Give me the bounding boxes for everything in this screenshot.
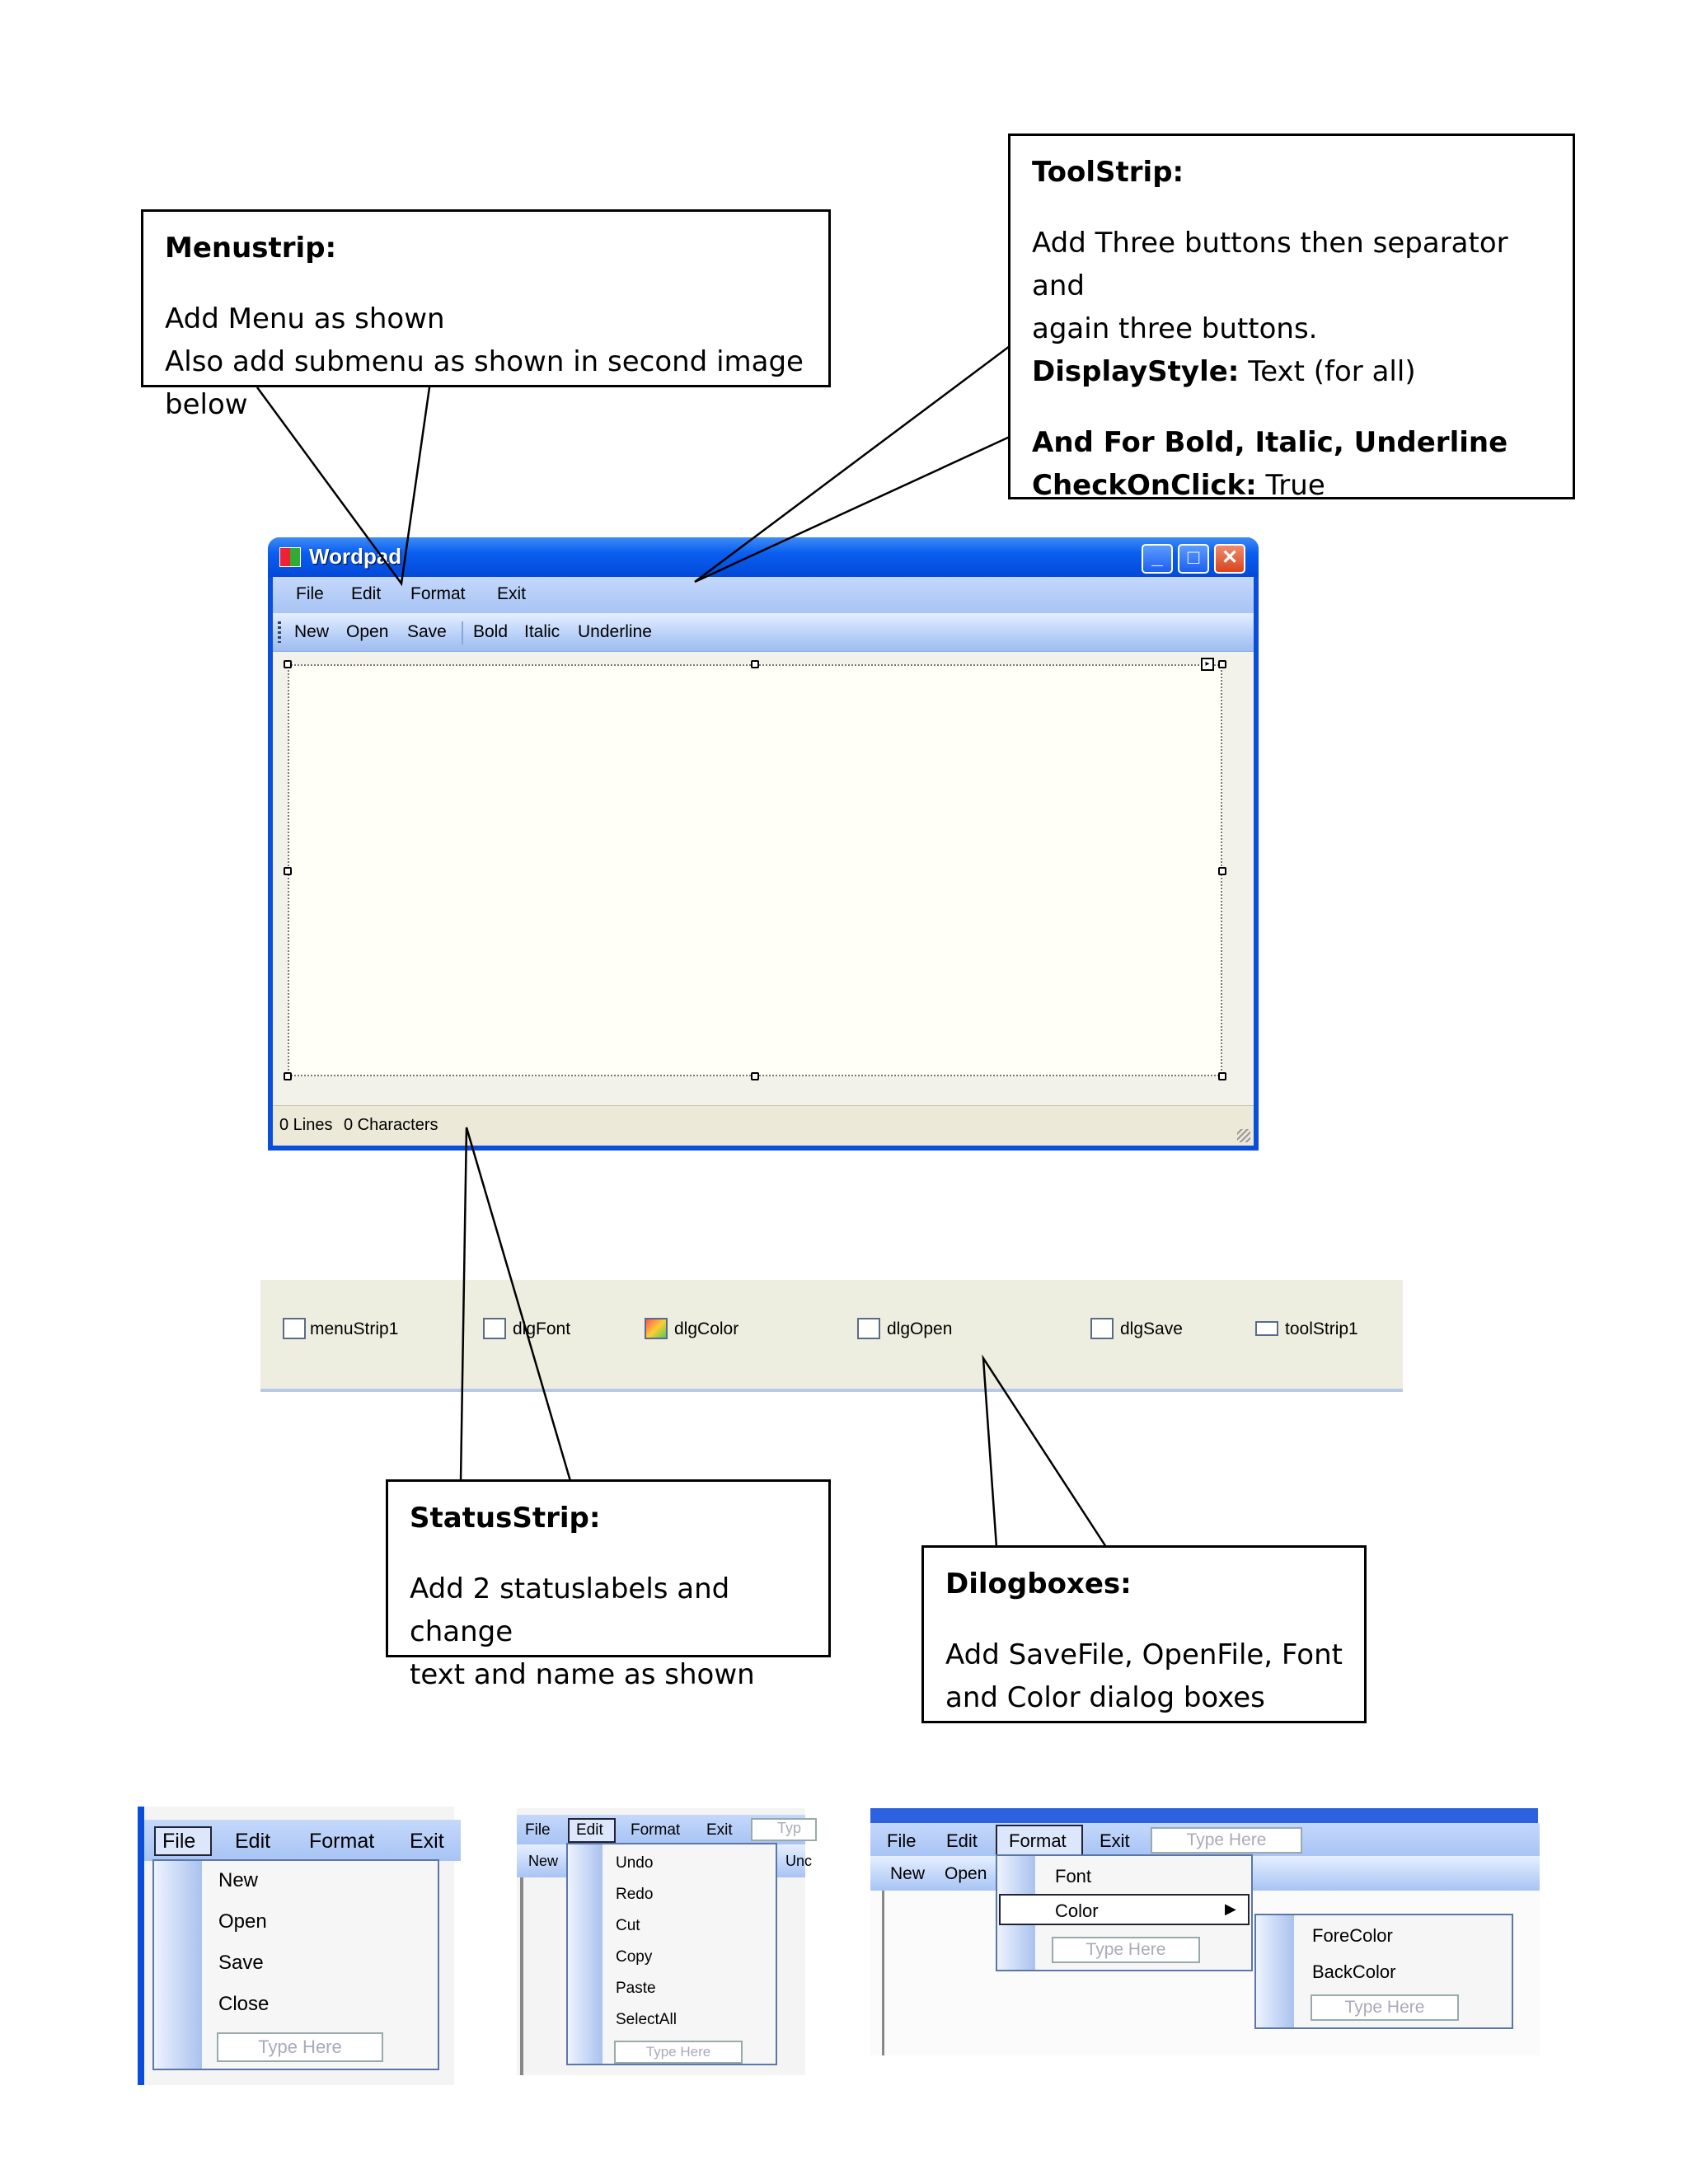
type-here-box[interactable]: Type Here: [217, 2032, 383, 2062]
status-lines-label: 0 Lines: [279, 1116, 333, 1134]
menu-item-redo[interactable]: Redo: [616, 1886, 654, 1903]
toolbar-save-button[interactable]: Save: [407, 622, 447, 641]
submenu-arrow-icon: ▶: [1225, 1900, 1236, 1917]
menu-edit[interactable]: Edit: [235, 1830, 271, 1853]
callout-title: ToolStrip:: [1032, 156, 1184, 189]
toolstrip-pointer: [695, 346, 1010, 582]
callout-text: Add Three buttons then separator and: [1032, 227, 1508, 302]
toolbar-new-button[interactable]: New: [890, 1864, 926, 1883]
menu-file[interactable]: File: [296, 584, 324, 603]
type-here-box[interactable]: Type Here: [1311, 1994, 1459, 2021]
menu-item-selectall[interactable]: SelectAll: [616, 2011, 677, 2028]
callout-text: Add 2 statuslabels and change: [410, 1572, 730, 1648]
property-name: DisplayStyle:: [1032, 355, 1240, 388]
statusstrip-pointer: [461, 1127, 570, 1481]
tray-dlgopen[interactable]: dlgOpen: [887, 1319, 953, 1338]
menu-item-color[interactable]: Color: [1055, 1900, 1099, 1921]
callout-text: again three buttons.: [1032, 312, 1318, 345]
menu-file[interactable]: File: [887, 1830, 917, 1851]
menu-format[interactable]: Format: [631, 1821, 681, 1839]
callout-title: StatusStrip:: [410, 1502, 601, 1535]
tray-dlgfont[interactable]: dlgFont: [513, 1319, 571, 1338]
maximize-icon[interactable]: □: [1178, 544, 1209, 574]
callout-text: Also add submenu as shown in second image below: [165, 345, 804, 421]
menu-item-undo[interactable]: Undo: [616, 1854, 654, 1872]
toolbar-clipped-button[interactable]: Unc: [785, 1853, 813, 1869]
menu-item-font[interactable]: Font: [1055, 1866, 1092, 1886]
menu-item-save[interactable]: Save: [218, 1952, 264, 1974]
tray-menustrip1[interactable]: menuStrip1: [310, 1319, 399, 1338]
menu-item-new[interactable]: New: [218, 1869, 259, 1891]
menu-exit[interactable]: Exit: [410, 1830, 444, 1853]
tray-toolstrip1[interactable]: toolStrip1: [1285, 1319, 1358, 1338]
menu-file[interactable]: File: [162, 1830, 196, 1853]
property-name: CheckOnClick:: [1032, 469, 1257, 502]
toolbar-open-button[interactable]: Open: [945, 1864, 987, 1883]
menu-exit[interactable]: Exit: [1100, 1830, 1130, 1851]
callout-title: Menustrip:: [165, 232, 337, 265]
menu-edit[interactable]: Edit: [576, 1821, 603, 1839]
callout-text: Add SaveFile, OpenFile, Font: [945, 1638, 1343, 1671]
type-here-box[interactable]: Type Here: [1052, 1937, 1200, 1963]
menu-format[interactable]: Format: [410, 584, 466, 603]
type-here-box[interactable]: Type Here: [614, 2041, 743, 2064]
tray-dlgsave[interactable]: dlgSave: [1120, 1319, 1183, 1338]
menu-item-close[interactable]: Close: [218, 1993, 270, 2015]
type-here-box[interactable]: Type Here: [1151, 1827, 1302, 1854]
callout-text: and Color dialog boxes: [945, 1681, 1265, 1714]
toolbar-underline-button[interactable]: Underline: [578, 622, 652, 641]
menustrip-pointer: [257, 387, 429, 583]
menu-format[interactable]: Format: [309, 1830, 375, 1853]
callout-text: Add Menu as shown: [165, 302, 445, 335]
menu-item-forecolor[interactable]: ForeColor: [1312, 1925, 1393, 1946]
minimize-icon[interactable]: _: [1142, 544, 1173, 574]
property-value: Text (for all): [1239, 355, 1416, 388]
window-title: Wordpad: [309, 544, 402, 569]
status-chars-label: 0 Characters: [344, 1116, 438, 1134]
dialogboxes-pointer: [983, 1358, 1106, 1547]
toolbar-new-button[interactable]: New: [528, 1853, 559, 1869]
smart-tag-icon[interactable]: ▸: [1201, 658, 1214, 671]
toolbar-bold-button[interactable]: Bold: [473, 622, 509, 641]
menu-edit[interactable]: Edit: [946, 1830, 978, 1851]
toolbar-new-button[interactable]: New: [294, 622, 330, 641]
menu-item-open[interactable]: Open: [218, 1910, 267, 1933]
callout-title: Dilogboxes:: [945, 1568, 1132, 1601]
property-value: True: [1256, 469, 1325, 502]
menu-item-copy[interactable]: Copy: [616, 1948, 653, 1966]
toolbar-open-button[interactable]: Open: [346, 622, 389, 641]
menu-format[interactable]: Format: [1009, 1830, 1067, 1851]
callout-subtitle: And For Bold, Italic, Underline: [1032, 426, 1508, 459]
menu-item-paste[interactable]: Paste: [616, 1980, 656, 1997]
menu-item-backcolor[interactable]: BackColor: [1312, 1961, 1396, 1982]
callout-text: text and name as shown: [410, 1658, 755, 1691]
close-icon[interactable]: ✕: [1214, 544, 1245, 574]
menu-exit[interactable]: Exit: [706, 1821, 733, 1839]
type-here-box[interactable]: Typ: [751, 1818, 817, 1841]
tray-dlgcolor[interactable]: dlgColor: [674, 1319, 739, 1338]
menu-item-cut[interactable]: Cut: [616, 1917, 640, 1934]
menu-file[interactable]: File: [525, 1821, 551, 1839]
toolbar-italic-button[interactable]: Italic: [524, 622, 560, 641]
menu-exit[interactable]: Exit: [497, 584, 527, 603]
menu-edit[interactable]: Edit: [351, 584, 382, 603]
